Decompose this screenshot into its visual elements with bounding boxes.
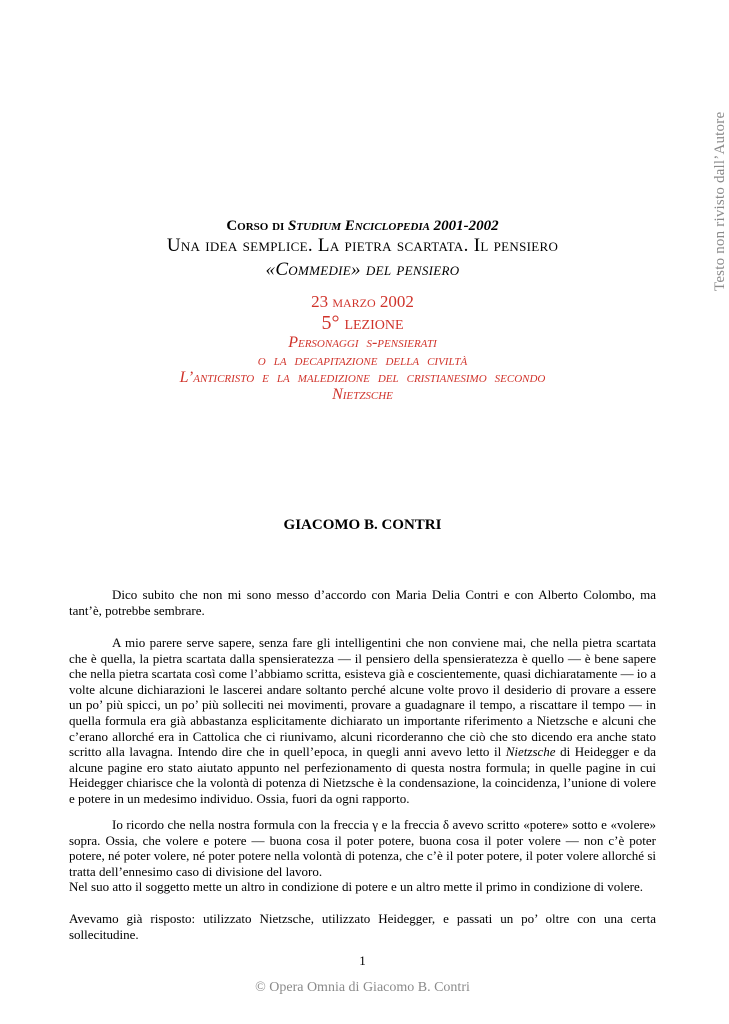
paragraph-1: Dico subito che non mi sono messo d’accordo con Maria Delia Contri e con Alberto Colombo, ma tant’è, potrebbe sembrare.	[69, 587, 656, 618]
lesson-number: 5° lezione	[321, 312, 404, 334]
paragraph-2-part-a: A mio parere serve sapere, senza fare gli intelligentini che non conviene mai, che nella pietra scartata che è quella, la pietra scartata dalla spensieratezza — il pensiero della spensieratezza è quello — è bene sapere che nella pietra scartata così come l’abbiamo scritta, esisteva già e coscientemente, quasi dichiaratamente — io a volte alcune dichiarazioni le lascerei andare soltanto perché alcune volte provo il desiderio di provare a essere un po’ più spicci, un po’ più solleciti nei movimenti, provare a guadagnare il tempo, a riscattare il tempo — in quella formula era già abbastanza esplicitamente dichiarato un importante riferimento a Nietzsche e alcuni che c’erano allorché era in Cattolica che ci riunivamo, alcuni ricorderanno che ciò che sto dicendo era anche stato scritto alla lavagna. Intendo dire che in quell’epoca, in quegli anni avevo letto il	[69, 635, 656, 760]
footer-copyright: © Opera Omnia di Giacomo B. Contri	[255, 980, 470, 995]
course-name: Studium Enciclopedia 2001-2002	[288, 218, 499, 234]
paragraph-4: Nel suo atto il soggetto mette un altro in condizione di potere e un altro mette il primo in condizione di volere.	[69, 879, 644, 894]
paragraph-3: Io ricordo che nella nostra formula con la freccia γ e la freccia δ avevo scritto «potere» sotto e «volere» sopra. Ossia, che volere e potere — buona cosa il poter potere, buona cosa il poter volere — non c’è poter potere, né poter volere, né poter potere nella volontà di potenza, che c’è il poter potere, il poter volere allorché si tratta dell’ennesimo caso di divisione del lavoro.	[69, 817, 656, 879]
paragraph-2-part-b: di Heidegger e da alcune pagine ero stato aiutato appunto nel perfezionamento di questa nostra formula; in quelle pagine in cui Heidegger chiarisce che la volontà di potenza di Nietzsche è la condensazione, la coincidenza, l’unione di volere e potere in un medesimo individuo. Ossia, fuori da ogni rapporto.	[69, 744, 657, 806]
course-prefix: Corso di	[226, 218, 285, 234]
course-line	[0, 218, 725, 235]
lesson-date: 23 marzo 2002	[311, 292, 414, 311]
author-name: GIACOMO B. CONTRI	[283, 517, 442, 533]
document-title-secondary: «Commedie» del pensiero	[265, 259, 460, 280]
lesson-subtitle-1: Personaggi s-pensierati	[288, 334, 437, 351]
paragraph-5: Avevamo già risposto: utilizzato Nietzsche, utilizzato Heidegger, e passati un po’ oltre con una certa sollecitudine.	[69, 911, 656, 942]
page-number: 1	[359, 953, 366, 968]
side-note-text: Testo non rivisto dall’Autore	[712, 111, 728, 291]
lesson-subtitle-3: L’anticristo e la maledizione del cristianesimo secondo	[179, 369, 546, 386]
paragraph-2-book-title: Nietzsche	[505, 744, 556, 760]
lesson-subtitle-4: Nietzsche	[332, 386, 393, 403]
document-title: Una idea semplice. La pietra scartata. Il pensiero	[166, 235, 559, 256]
paragraph-2	[69, 635, 656, 807]
lesson-subtitle-2: o la decapitazione della civiltà	[257, 352, 468, 369]
